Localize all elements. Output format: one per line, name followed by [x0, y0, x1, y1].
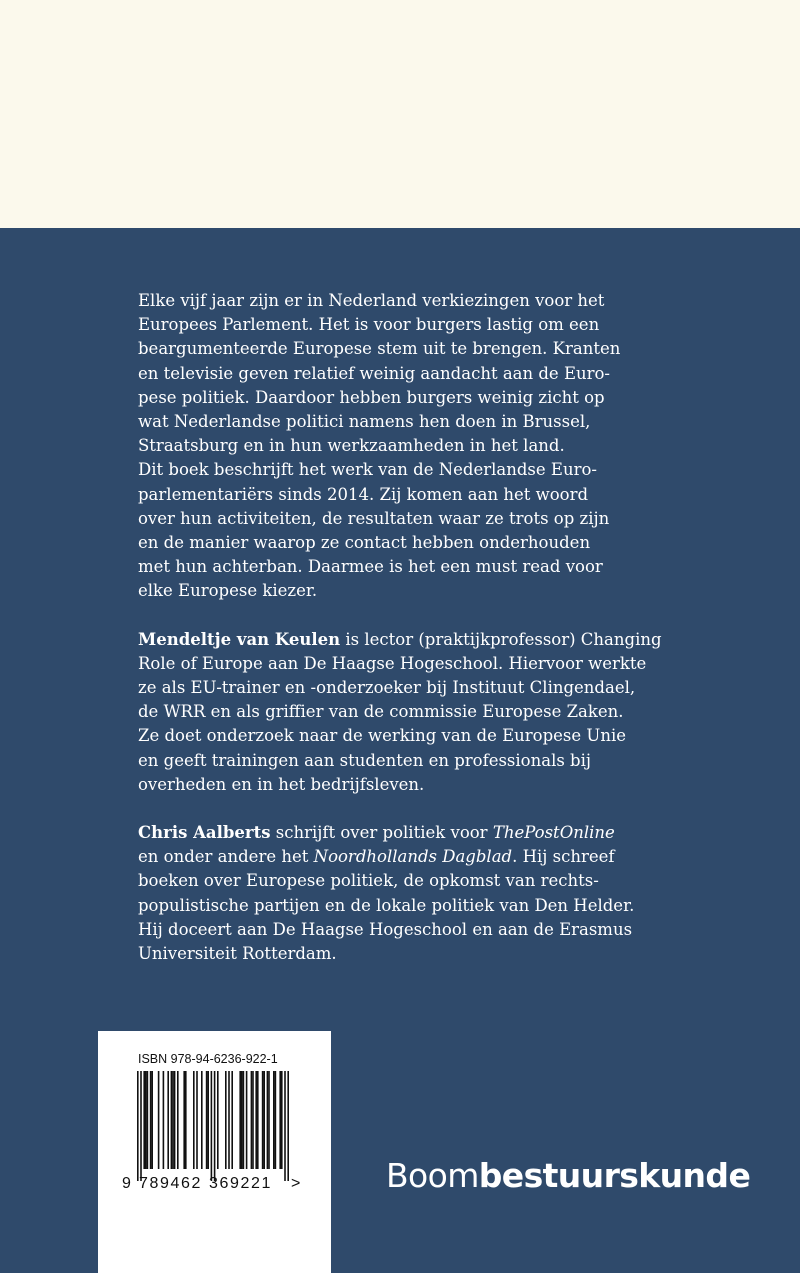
barcode-bar	[140, 1071, 142, 1181]
barcode-bar	[273, 1071, 275, 1169]
barcode-bar	[207, 1071, 209, 1169]
blurb-line: Dit boek beschrijft het werk van de Nederlandse Euro-	[138, 460, 597, 480]
isbn-label: ISBN 978-94-6236-922-1	[138, 1052, 278, 1066]
barcode-bar	[225, 1071, 227, 1169]
author-bio-van-keulen	[138, 628, 662, 797]
barcode-bar	[267, 1071, 269, 1169]
bio-text: is lector (praktijkprofessor) Changing	[340, 629, 662, 649]
blurb-line: Elke vijf jaar zijn er in Nederland verkiezingen voor het	[138, 291, 605, 310]
bio-line: ze als EU-trainer en -onderzoeker bij Instituut Clingendael,	[138, 678, 636, 698]
barcode-bar	[241, 1071, 243, 1169]
barcode-bar	[214, 1071, 216, 1181]
barcode-bar	[145, 1071, 147, 1169]
blurb-line: parlementariërs sinds 2014. Zij komen aan het woord	[138, 484, 589, 504]
barcode-bar	[201, 1071, 203, 1169]
barcode-bar	[172, 1071, 174, 1169]
barcode-bars	[98, 1031, 331, 1273]
bio-text: schrijft over politiek voor	[270, 823, 493, 843]
barcode-bar	[177, 1071, 179, 1169]
barcode-right-digits: 369221	[209, 1175, 272, 1192]
blurb-line: Straatsburg en in hun werkzaamheden in het land.	[138, 436, 565, 456]
barcode-bar	[255, 1071, 257, 1169]
blurb-line: over hun activiteiten, de resultaten waar ze trots op zijn	[138, 508, 610, 528]
bio-line: Ze doet onderzoek naar de werking van de Europese Unie	[138, 726, 626, 746]
blurb-line: beargumenteerde Europese stem uit te brengen. Kranten	[138, 339, 621, 359]
bio-line: de WRR en als griffier van de commissie Europese Zaken.	[138, 702, 624, 722]
barcode-bar	[252, 1071, 254, 1169]
barcode-bar	[174, 1071, 176, 1169]
barcode-bar	[147, 1071, 149, 1169]
barcode-bar	[196, 1071, 198, 1169]
publisher-logo	[386, 1156, 750, 1195]
barcode-bar	[262, 1071, 264, 1169]
cream-top-band	[0, 0, 800, 228]
bio-line: Role of Europe aan De Haagse Hogeschool. Hiervoor werkte	[138, 653, 647, 673]
barcode-bar	[143, 1071, 145, 1169]
bio-text: . Hij schreef	[512, 847, 615, 867]
barcode-bar	[167, 1071, 169, 1169]
author-name: Chris Aalberts	[138, 823, 271, 843]
barcode-bar	[228, 1071, 230, 1169]
bio-line: overheden en in het bedrijfsleven.	[138, 774, 425, 794]
barcode-bar	[206, 1071, 208, 1169]
back-cover-text	[138, 289, 662, 966]
barcode-arrow: >	[291, 1175, 301, 1192]
barcode-bar	[183, 1071, 185, 1169]
barcode-panel	[98, 1031, 331, 1273]
barcode-bar	[151, 1071, 153, 1169]
bio-line: boeken over Europese politiek, de opkomst van rechts-	[138, 871, 599, 891]
bio-line: Hij doceert aan De Haagse Hogeschool en aan de Erasmus	[138, 919, 633, 939]
bio-text: en onder andere het	[138, 847, 314, 867]
author-name: Mendeltje van Keulen	[138, 629, 341, 649]
barcode-first-digit: 9	[122, 1175, 131, 1192]
blurb-line: met hun achterban. Daarmee is het een must read voor	[138, 557, 603, 577]
author-bio-aalberts	[138, 821, 638, 966]
barcode-bar	[268, 1071, 270, 1169]
bio-line	[138, 821, 638, 845]
barcode-bar	[163, 1071, 165, 1169]
bio-line: en geeft trainingen aan studenten en professionals bij	[138, 750, 592, 770]
publisher-name-part: Boom	[386, 1156, 479, 1195]
barcode-bar	[246, 1071, 248, 1169]
outlet-name: ThePostOnline	[492, 823, 615, 843]
barcode-bar	[239, 1071, 241, 1169]
blurb-line: wat Nederlandse politici namens hen doen in Brussel,	[138, 412, 591, 432]
barcode-bar	[231, 1071, 233, 1169]
barcode-bar	[275, 1071, 277, 1169]
bio-line: Universiteit Rotterdam.	[138, 944, 337, 964]
blurb-line: Europees Parlement. Het is voor burgers lastig om een	[138, 315, 600, 335]
bio-line	[138, 845, 638, 869]
blurb-line: en de manier waarop ze contact hebben onderhouden	[138, 533, 591, 553]
barcode-bar	[279, 1071, 281, 1169]
barcode-bar	[281, 1071, 283, 1169]
blurb-paragraph	[138, 289, 638, 604]
barcode-bar	[211, 1071, 213, 1181]
bio-line	[138, 628, 662, 652]
barcode-bar	[185, 1071, 187, 1169]
barcode-bar	[263, 1071, 265, 1169]
barcode-left-digits: 789462	[139, 1175, 202, 1192]
publisher-name-part: bestuurskunde	[478, 1156, 751, 1195]
barcode-bar	[193, 1071, 195, 1169]
barcode-bar	[257, 1071, 259, 1169]
barcode-bar	[243, 1071, 245, 1169]
blurb-line: elke Europese kiezer.	[138, 581, 318, 601]
barcode-bar	[251, 1071, 253, 1169]
barcode-bar	[137, 1071, 139, 1181]
barcode-bar	[287, 1071, 289, 1181]
barcode-bar	[158, 1071, 160, 1169]
barcode-bar	[150, 1071, 152, 1169]
barcode-bar	[217, 1071, 219, 1169]
newspaper-name: Noordhollands Dagblad	[313, 847, 513, 867]
bio-line: populistische partijen en de lokale politiek van Den Helder.	[138, 895, 635, 915]
blurb-line: pese politiek. Daardoor hebben burgers weinig zicht op	[138, 387, 605, 407]
barcode-bar	[171, 1071, 173, 1169]
barcode-bar	[284, 1071, 286, 1181]
blurb-line: en televisie geven relatief weinig aandacht aan de Euro-	[138, 363, 611, 383]
